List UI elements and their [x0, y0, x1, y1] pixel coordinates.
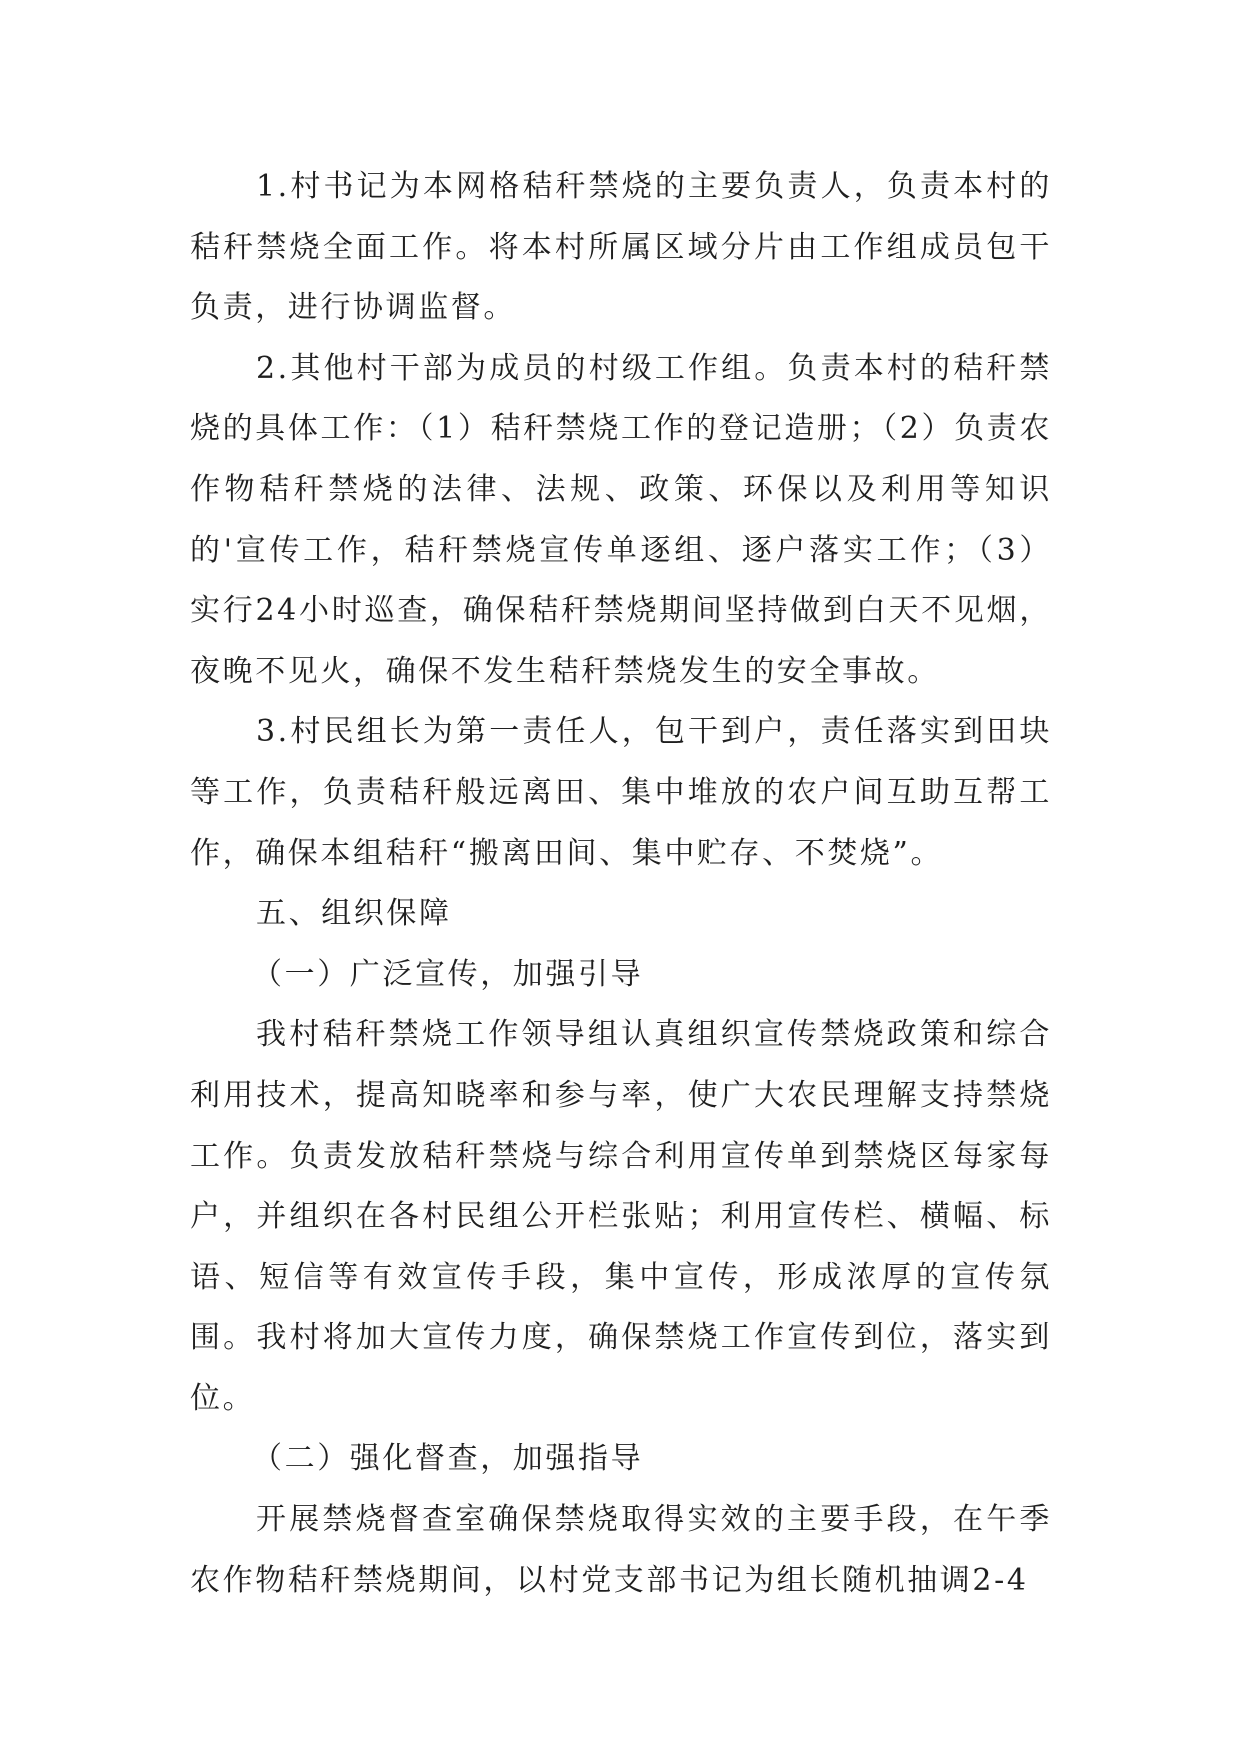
document-body: [190, 157, 1052, 1611]
paragraph-village-working-group: 2.其他村干部为成员的村级工作组。负责本村的秸秆禁烧的具体工作：（1）秸秆禁烧工作的登记造册；（2）负责农作物秸秆禁烧的法律、法规、政策、环保以及利用等知识的'宣传工作，秸秆禁烧宣传单逐组、逐户落实工作；（3）实行24小时巡查，确保秸秆禁烧期间坚持做到白天不见烟，夜晚不见火，确保不发生秸秆禁烧发生的安全事故。: [190, 350, 1052, 689]
paragraph-group-leader: 3.村民组长为第一责任人，包干到户，责任落实到田块等工作，负责秸秆般远离田、集中堆放的农户间互助互帮工作，确保本组秸秆“搬离田间、集中贮存、不焚烧”。: [190, 714, 1052, 871]
heading-organization-guarantee: 五、组织保障: [256, 896, 452, 932]
paragraph-village-secretary: 1.村书记为本网格秸秆禁烧的主要负责人，负责本村的秸秆禁烧全面工作。将本村所属区域分片由工作组成员包干负责，进行协调监督。: [190, 169, 1052, 326]
paragraph-publicity: 我村秸秆禁烧工作领导组认真组织宣传禁烧政策和综合利用技术，提高知晓率和参与率，使广大农民理解支持禁烧工作。负责发放秸秆禁烧与综合利用宣传单到禁烧区每家每户，并组织在各村民组公开栏张贴；利用宣传栏、横幅、标语、短信等有效宣传手段，集中宣传，形成浓厚的宣传氛围。我村将加大宣传力度，确保禁烧工作宣传到位，落实到位。: [190, 1017, 1052, 1416]
paragraph-supervision: 开展禁烧督查室确保禁烧取得实效的主要手段，在午季农作物秸秆禁烧期间，以村党支部书记为组长随机抽调2-4: [190, 1502, 1052, 1598]
subheading-supervision: （二）强化督查，加强指导: [252, 1441, 644, 1477]
subheading-publicity: （一）广泛宣传，加强引导: [252, 956, 644, 992]
